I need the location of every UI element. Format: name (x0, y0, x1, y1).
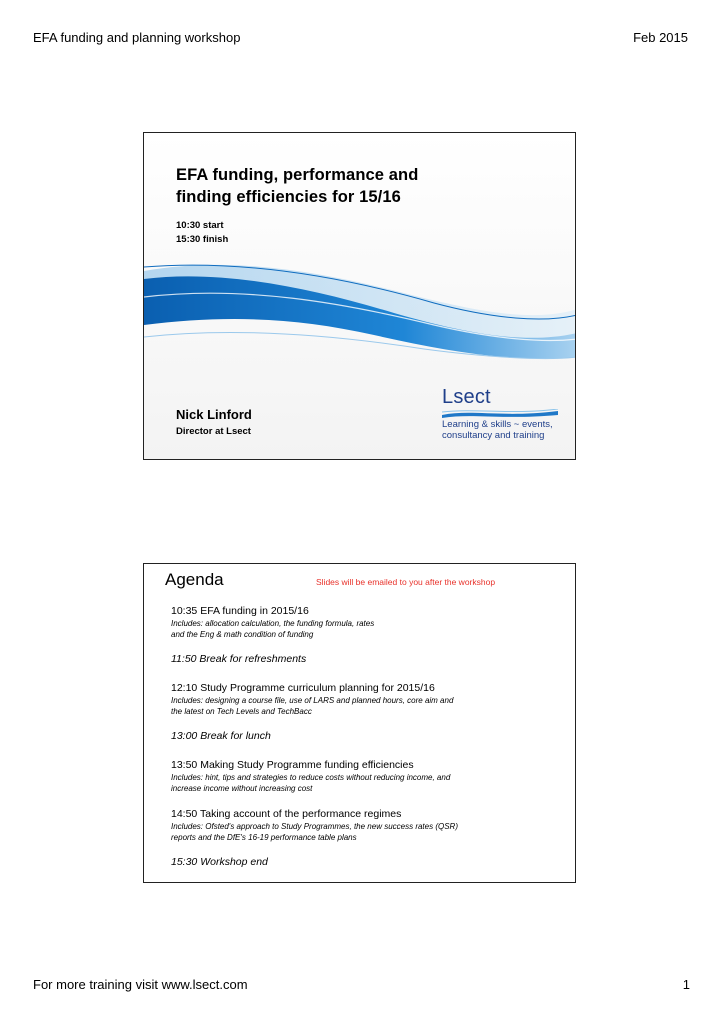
agenda-item (171, 807, 561, 843)
agenda-item (171, 758, 561, 794)
agenda-list (171, 604, 561, 881)
agenda-item-title: 10:35 EFA funding in 2015/16 (171, 605, 309, 617)
slide-title (176, 164, 476, 208)
page-footer-link: For more training visit www.lsect.com (33, 977, 248, 992)
agenda-item-desc: Includes: allocation calculation, the funding formula, rates (171, 619, 375, 628)
agenda-item-desc: the latest on Tech Levels and TechBacc (171, 707, 312, 716)
agenda-break-text: 15:30 Workshop end (171, 856, 268, 868)
agenda-item-title: 14:50 Taking account of the performance regimes (171, 808, 402, 820)
presenter-role: Director at Lsect (176, 426, 251, 437)
logo-wave-icon (442, 409, 558, 418)
agenda-break-text: 11:50 Break for refreshments (171, 653, 307, 665)
agenda-break-text: 13:00 Break for lunch (171, 730, 271, 742)
wave-graphic (144, 253, 576, 363)
start-time: 10:30 start (176, 220, 224, 231)
presenter-name: Nick Linford (176, 407, 252, 422)
agenda-item-title: 12:10 Study Programme curriculum planning for 2015/16 (171, 682, 435, 694)
agenda-item-title: 13:50 Making Study Programme funding efficiencies (171, 759, 414, 771)
slide-title-line-2: finding efficiencies for 15/16 (176, 188, 401, 206)
agenda-item-desc: Includes: hint, tips and strategies to reduce costs without reducing income, and (171, 773, 451, 782)
title-slide (143, 132, 576, 460)
agenda-item-desc: reports and the DfE's 16-19 performance table plans (171, 833, 357, 842)
logo-tagline (442, 419, 553, 441)
slide-title-line-1: EFA funding, performance and (176, 166, 419, 184)
page-number: 1 (682, 977, 690, 992)
logo-tagline-line-1: Learning & skills ~ events, (442, 419, 553, 430)
finish-time: 15:30 finish (176, 234, 229, 245)
lsect-logo (442, 386, 562, 448)
page-header-date: Feb 2015 (633, 30, 688, 45)
logo-wordmark: Lsect (442, 386, 491, 408)
page-header-title: EFA funding and planning workshop (33, 30, 241, 45)
agenda-item (171, 604, 561, 640)
agenda-break (171, 856, 561, 868)
agenda-item-desc: increase income without increasing cost (171, 784, 313, 793)
agenda-break (171, 653, 561, 665)
agenda-item-desc: Includes: Ofsted's approach to Study Programmes, the new success rates (QSR) (171, 822, 458, 831)
agenda-item-desc: and the Eng & math condition of funding (171, 630, 314, 639)
logo-tagline-line-2: consultancy and training (442, 430, 545, 441)
agenda-item-desc: Includes: designing a course file, use of LARS and planned hours, core aim and (171, 696, 454, 705)
agenda-note: Slides will be emailed to you after the workshop (316, 577, 496, 587)
workshop-times (176, 219, 228, 247)
agenda-item (171, 681, 561, 717)
agenda-title: Agenda (165, 570, 224, 589)
agenda-break (171, 730, 561, 742)
agenda-slide (143, 563, 576, 883)
